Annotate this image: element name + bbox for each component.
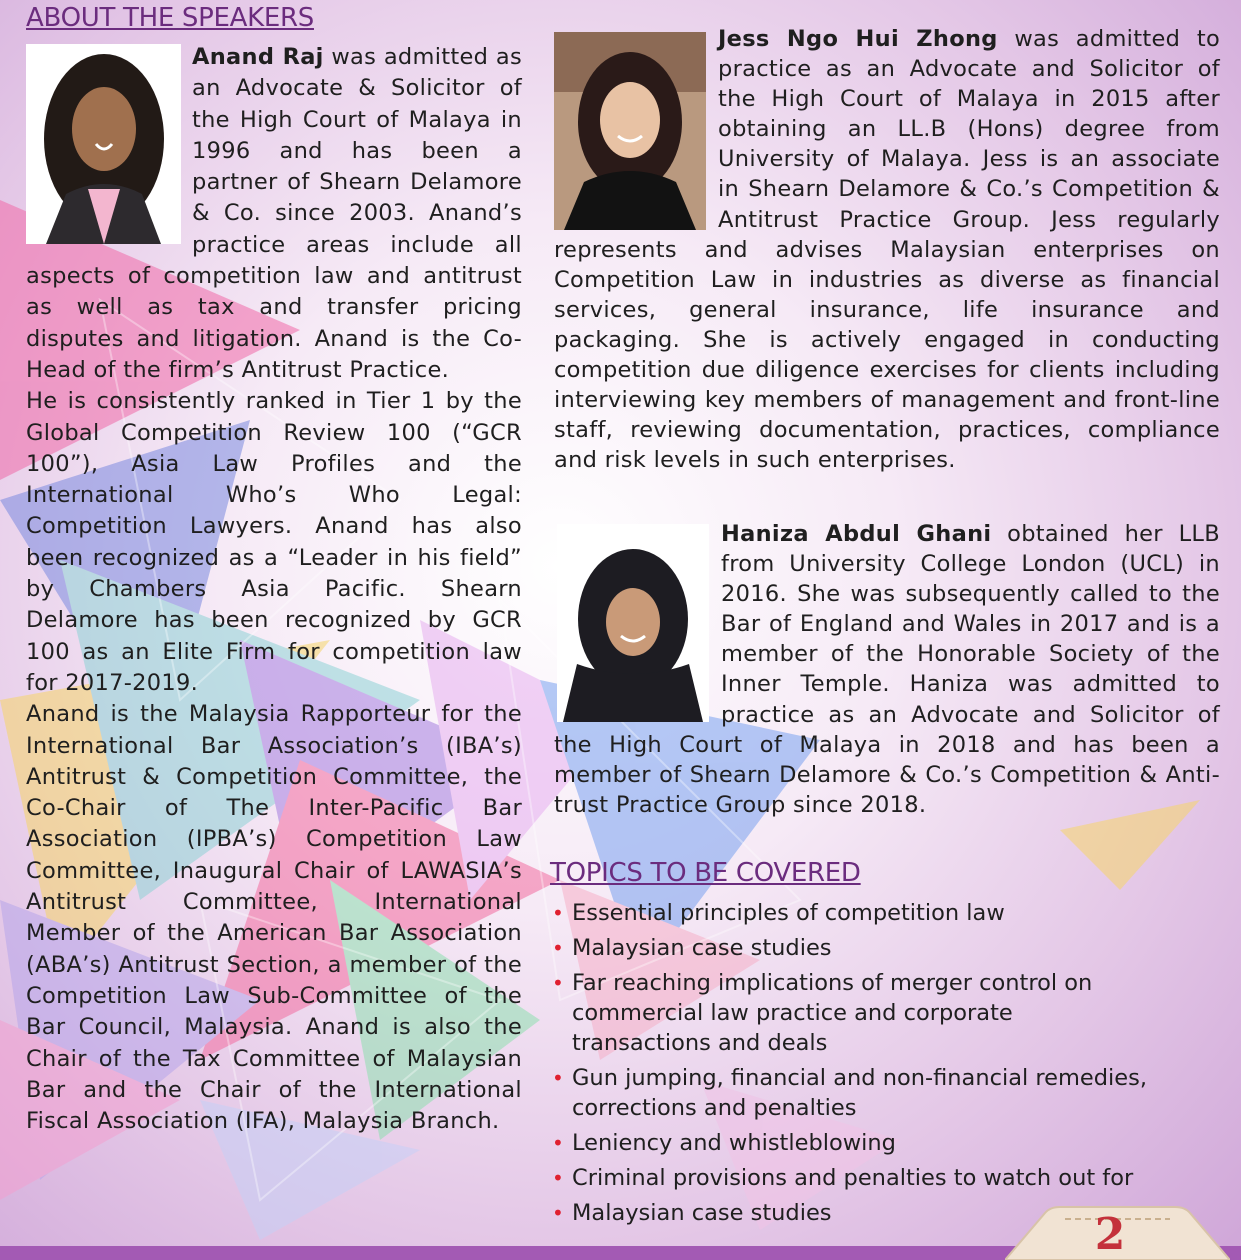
list-item: • Malaysian case studies bbox=[552, 935, 832, 961]
bio-paragraph: He is consistently ranked in Tier 1 by the Global Competition Review 100 (“GCR 100”), Asia Law Profiles and the International Who’s Who Legal: Competition Lawyers. Anand has also been recognized as a “Leader in his field” by Chambers Asia Pacific. Shearn Delamore has been recognized by GCR 100 as an Elite Firm for competition law for 2017-2019. bbox=[26, 388, 522, 696]
speaker-name: Jess Ngo Hui Zhong bbox=[718, 26, 998, 52]
list-item: • Criminal provisions and penalties to watch out for bbox=[552, 1165, 1134, 1191]
list-item: • Far reaching implications of merger control on commercial law practice and corporate transactions and deals bbox=[552, 970, 1093, 1056]
list-item: • Malaysian case studies bbox=[552, 1200, 832, 1226]
speaker-name: Anand Raj bbox=[192, 44, 324, 70]
about-speakers-heading: ABOUT THE SPEAKERS bbox=[26, 3, 314, 33]
speaker-name: Haniza Abdul Ghani bbox=[721, 521, 992, 547]
bullet-icon: • bbox=[552, 901, 564, 925]
bullet-icon: • bbox=[552, 971, 564, 995]
speaker-bio-jess bbox=[554, 24, 1220, 475]
list-item: • Gun jumping, financial and non-financial remedies, corrections and penalties bbox=[552, 1065, 1148, 1121]
page-number: 2 bbox=[1094, 1209, 1126, 1260]
bullet-icon: • bbox=[552, 1201, 564, 1225]
topics-list bbox=[552, 898, 1212, 1233]
topics-heading: TOPICS TO BE COVERED bbox=[550, 858, 861, 888]
bullet-icon: • bbox=[552, 1166, 564, 1190]
bio-paragraph: Anand is the Malaysia Rapporteur for the International Bar Association’s (IBA’s) Antitrust & Competition Committee, the Co-Chair of The Inter-Pacific Bar Association (IPBA’s) Competition Law Committee, Inaugural Chair of LAWASIA’s Antitrust Committee, International Member of the American Bar Association (ABA’s) Antitrust Section, a member of the Competition Law Sub-Committee of the Bar Council, Malaysia. Anand is also the Chair of the Tax Committee of Malaysian Bar and the Chair of the International Fiscal Association (IFA), Malaysia Branch. bbox=[26, 701, 522, 1135]
bio-paragraph: Jess Ngo Hui Zhong was admitted to practice as an Advocate and Solicitor of the High Court of Malaya in 2015 after obtaining an LL.B (Hons) degree from University of Malaya. Jess is an associate in Shearn Delamore & Co.’s Competition & Antitrust Practice Group. Jess regularly represents and advises Malaysian enterprises on Competition Law in industries as diverse as financial services, general insurance, life insurance and packaging. She is actively engaged in conducting competition due diligence exercises for clients including interviewing key members of management and front-line staff, reviewing documentation, practices, compliance and risk levels in such enterprises. bbox=[554, 26, 1221, 474]
list-item: • Leniency and whistleblowing bbox=[552, 1130, 896, 1156]
bullet-icon: • bbox=[552, 936, 564, 960]
bio-paragraph: Anand Raj was admitted as an Advocate & Solicitor of the High Court of Malaya in 1996 and has been a partner of Shearn Delamore & Co. since 2003. Anand’s practice areas include all aspects of competition law and antitrust as well as tax and transfer pricing disputes and litigation. Anand is the Co-Head of the firm’s Antitrust Practice. bbox=[26, 44, 522, 383]
bullet-icon: • bbox=[552, 1131, 564, 1155]
bio-paragraph: Haniza Abdul Ghani obtained her LLB from University College London (UCL) in 2016. She was subsequently called to the Bar of England and Wales in 2017 and is a member of the Honorable Society of the Inner Temple. Haniza was admitted to practice as an Advocate and Solicitor of the High Court of Malaya in 2018 and has been a member of Shearn Delamore & Co.’s Competition & Anti-trust Practice Group since 2018. bbox=[554, 521, 1220, 818]
bullet-icon: • bbox=[552, 1066, 564, 1090]
speaker-bio-haniza bbox=[554, 519, 1220, 820]
list-item: • Essential principles of competition law bbox=[552, 900, 1005, 926]
speaker-bio-anand bbox=[26, 42, 522, 1137]
